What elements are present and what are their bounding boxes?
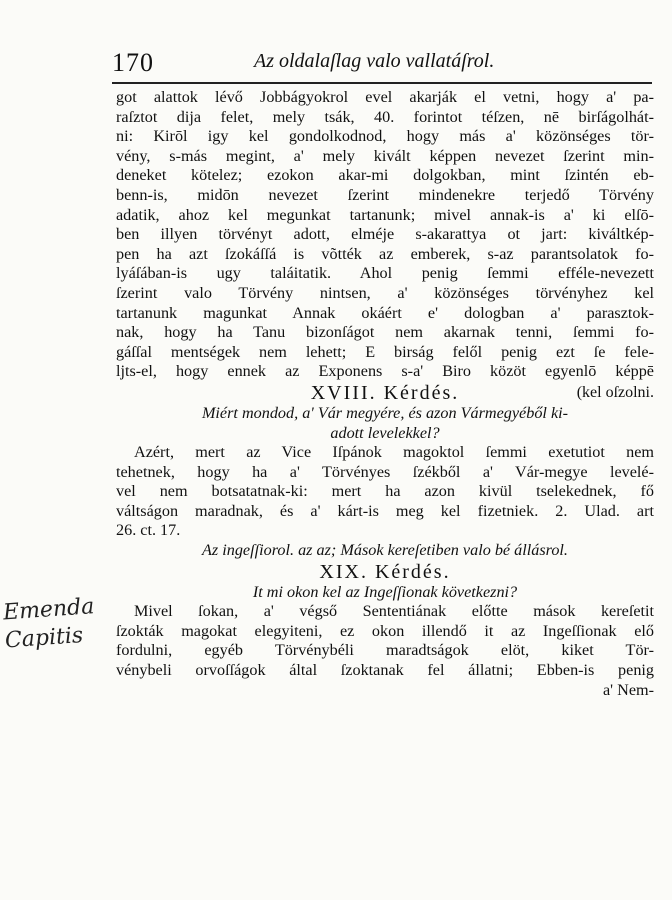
section-18-heading-row [116,382,654,404]
text-line: ſzokták magokat elegyiteni, ez okon illendő it az Ingeſſionak elő [116,621,654,640]
margin-note-line: Emenda [2,594,96,626]
text-line: gáſſal mentségek nem lehett; E birság felől penig ezt ſe fele- [116,342,654,361]
section-19-question: It mi okon kel az Ingeſſionak következni? [252,582,518,601]
text-line: vény, s-más megint, a' mely kivált képpen nevezet ſzerint min- [116,146,654,165]
text-line: adatik, ahoz kel megunkat tartanunk; mivel annak-is a' ki elſō- [116,205,654,224]
text-line: tehetnek, hogy ha a' Törvényes ſzékből a' Vár-megye levelé- [116,462,654,481]
catchword: a' Nem- [602,680,654,699]
text-line: fordulni, egyéb Törvénybéli maradtságok elöt, kiket Tör- [116,641,654,660]
text-line: Mivel ſokan, a' végső Sententiának előtte mások kereſetit [134,602,654,621]
text-line: pen ha azt ſzokáſſá is võtték az emberek, s-az parantsolatok fo- [116,244,654,263]
section-18-question: adott levelekkel? [330,423,440,442]
page-header [112,44,652,78]
text-line: benn-is, midōn nevezet ſzerint mindenekre terjedő Törvény [116,185,654,204]
text-line: vénybeli orvoſſágok által ſzoktanak fel állatni; Ebben-is penig [116,661,654,680]
section-18-heading: XVIII. Kérdés. [310,381,460,404]
text-line: ljts-el, hogy ennek az Exponens s-a' Biro közöt egyenlō képpē [116,362,654,381]
catchword-right: (kel oſzolni. [576,383,654,401]
cross-reference: Az ingeſſiorol. az az; Mások kereſetiben valo bé állásrol. [202,541,568,560]
text-line: lyáſában-is ugy taláitatik. Ahol penig ſemmi efféle-nevezett [116,264,654,283]
handwritten-margin-note [2,593,106,656]
text-line: deneket kötelez; ezokon akar-mi dolgokban, mint ſzintén eb- [116,166,654,185]
margin-note-line: Capitis [4,623,84,654]
text-line: váltságon maradnak, és a' kárt-is meg kel fizetniek. 2. Ulad. art [116,501,654,520]
text-line: ſzerint valo Törvény nintsen, a' közönséges törvényhez kel [116,283,654,302]
paragraph-2 [116,443,654,541]
text-line: got alattok lévő Jobbágyokrol evel akarják el vetni, hogy a' pa- [116,88,654,106]
running-head: Az oldalaſlag valo vallatáſrol. [254,50,495,72]
text-line: 26. ct. 17. [116,521,181,540]
text-line: ni: Kirōl igy kel gondolkodnod, hogy más a' közönséges tör- [116,127,654,146]
section-18-question: Miért mondod, a' Vár megyére, és azon Vármegyéből ki- [201,403,569,422]
body-text [116,88,654,700]
page-number: 170 [112,48,154,77]
text-line: Azért, mert az Vice Iſpánok magoktol ſemmi exetutiot nem [134,443,654,462]
paragraph-1 [116,88,654,382]
text-line: tartanunk magunkat Annak okáért e' dologban a' parasztok- [116,303,654,322]
text-line: nak, hogy ha Tanu bizonſágot nem akarnak tenni, ſemmi fo- [116,323,654,342]
text-line: vel nem botsatatnak-ki: mert ha azon kivül tselekednek, fő [116,482,654,501]
paragraph-3 [116,602,654,700]
header-rule [112,82,652,84]
section-19-heading: XIX. Kérdés. [319,560,451,583]
text-line: ben illyen törvényt adott, elméje s-akarattya ot jart: kiváltkép- [116,225,654,244]
text-line: raſztot dija felet, mely tsák, 40. forintot téſzen, nē birſágolhát- [116,107,654,126]
